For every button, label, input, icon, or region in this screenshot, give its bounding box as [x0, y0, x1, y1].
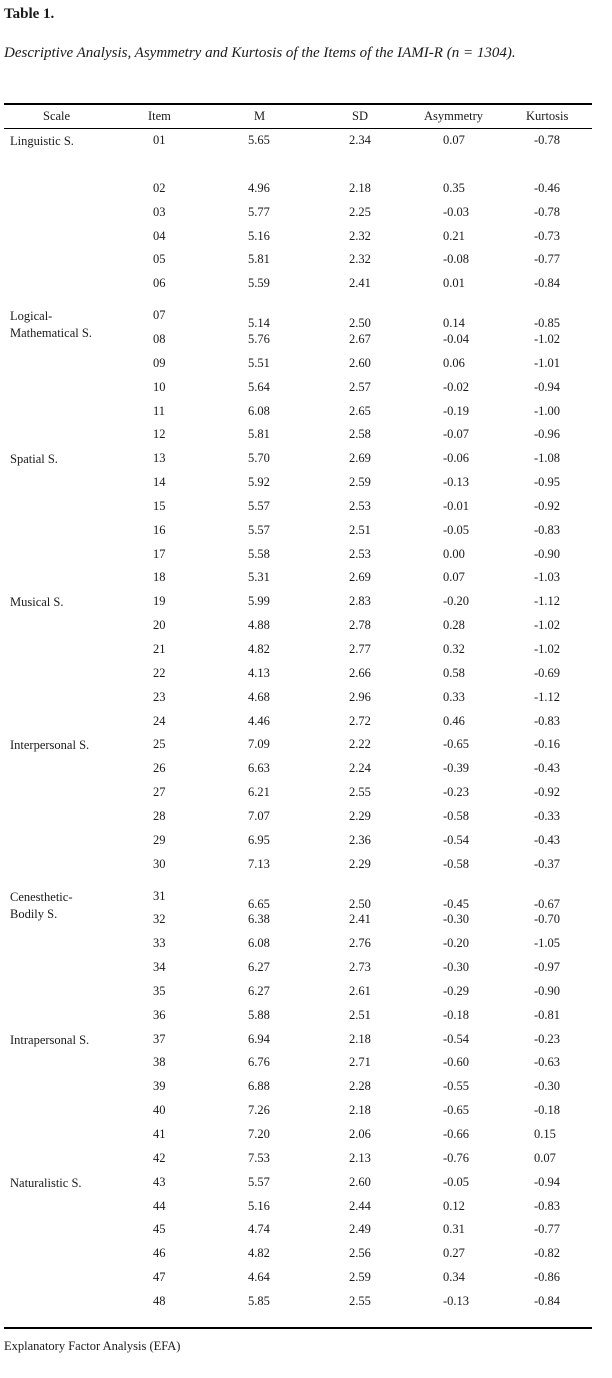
cell-sd: 2.44: [349, 1198, 371, 1213]
cell-m: 4.68: [248, 689, 270, 704]
cell-item: 37: [153, 1031, 166, 1046]
cell-kurtosis: -0.73: [534, 228, 561, 243]
cell-m: 5.81: [248, 252, 270, 267]
cell-sd: 2.29: [349, 808, 371, 823]
cell-item: 36: [153, 1007, 166, 1022]
cell-item: 46: [153, 1246, 166, 1261]
cell-asymmetry: -0.30: [443, 912, 470, 927]
cell-m: 5.70: [248, 451, 270, 466]
cell-item: 16: [153, 522, 166, 537]
cell-m: 4.88: [248, 618, 270, 633]
cell-asymmetry: -0.29: [443, 983, 470, 998]
cell-asymmetry: 0.46: [443, 713, 465, 728]
cell-m: 7.13: [248, 856, 270, 871]
cell-item: 09: [153, 355, 166, 370]
cell-kurtosis: -0.94: [534, 379, 561, 394]
cell-kurtosis: -0.70: [534, 912, 561, 927]
cell-asymmetry: 0.12: [443, 1198, 465, 1213]
cell-m: 6.95: [248, 832, 270, 847]
scale-label: Intrapersonal S.: [10, 1032, 90, 1047]
cell-sd: 2.51: [349, 522, 371, 537]
cell-item: 30: [153, 856, 166, 871]
cell-sd: 2.66: [349, 665, 371, 680]
cell-sd: 2.18: [349, 1103, 371, 1118]
cell-asymmetry: -0.23: [443, 785, 470, 800]
cell-asymmetry: -0.30: [443, 960, 470, 975]
cell-sd: 2.76: [349, 936, 371, 951]
cell-item: 18: [153, 570, 166, 585]
header-asymmetry: Asymmetry: [424, 109, 484, 123]
cell-m: 4.82: [248, 642, 270, 656]
cell-item: 32: [153, 912, 166, 927]
cell-kurtosis: -0.90: [534, 546, 561, 561]
cell-kurtosis: -0.94: [534, 1174, 561, 1189]
cell-asymmetry: 0.01: [443, 276, 465, 291]
cell-kurtosis: 0.07: [534, 1150, 556, 1165]
cell-kurtosis: -1.00: [534, 403, 561, 418]
cell-asymmetry: -0.65: [443, 1103, 470, 1118]
cell-item: 02: [153, 180, 166, 195]
scale-label: Cenesthetic-: [10, 889, 73, 904]
cell-asymmetry: -0.55: [443, 1079, 470, 1094]
cell-m: 7.53: [248, 1150, 270, 1165]
cell-m: 7.09: [248, 737, 270, 752]
cell-m: 5.81: [248, 427, 270, 442]
cell-kurtosis: -0.63: [534, 1055, 561, 1070]
cell-sd: 2.06: [349, 1127, 371, 1141]
cell-asymmetry: 0.21: [443, 228, 465, 243]
cell-item: 05: [153, 252, 166, 267]
cell-kurtosis: -0.84: [534, 276, 561, 291]
cell-kurtosis: -0.84: [534, 1293, 561, 1308]
cell-sd: 2.78: [349, 618, 371, 633]
cell-kurtosis: -0.96: [534, 427, 561, 442]
cell-sd: 2.18: [349, 180, 371, 195]
cell-m: 6.88: [248, 1079, 270, 1094]
cell-sd: 2.36: [349, 832, 371, 847]
cell-sd: 2.57: [349, 379, 371, 394]
cell-kurtosis: -0.86: [534, 1270, 561, 1285]
cell-item: 03: [153, 204, 166, 219]
cell-kurtosis: -0.85: [534, 316, 561, 331]
cell-kurtosis: -0.18: [534, 1103, 561, 1118]
cell-item: 44: [153, 1198, 166, 1213]
header-item: Item: [148, 109, 171, 123]
cell-sd: 2.50: [349, 316, 371, 331]
cell-sd: 2.72: [349, 713, 371, 728]
cell-sd: 2.34: [349, 133, 371, 147]
cell-kurtosis: -0.90: [534, 983, 561, 998]
scale-label: Naturalistic S.: [10, 1175, 82, 1190]
cell-asymmetry: 0.35: [443, 180, 465, 195]
cell-item: 10: [153, 379, 166, 394]
cell-item: 33: [153, 936, 166, 951]
cell-m: 5.57: [248, 498, 270, 513]
cell-item: 42: [153, 1150, 166, 1165]
cell-kurtosis: -0.43: [534, 761, 561, 776]
cell-m: 5.59: [248, 276, 270, 291]
cell-m: 6.76: [248, 1055, 270, 1070]
cell-kurtosis: -0.83: [534, 713, 561, 728]
cell-kurtosis: -1.03: [534, 570, 561, 585]
cell-item: 48: [153, 1293, 166, 1308]
cell-asymmetry: -0.18: [443, 1007, 470, 1022]
cell-item: 21: [153, 642, 166, 656]
cell-sd: 2.50: [349, 896, 371, 911]
cell-item: 08: [153, 331, 166, 346]
cell-m: 5.14: [248, 316, 270, 331]
cell-kurtosis: -0.81: [534, 1007, 561, 1022]
cell-item: 11: [153, 403, 166, 418]
cell-m: 5.65: [248, 133, 270, 147]
cell-asymmetry: -0.60: [443, 1055, 470, 1070]
cell-sd: 2.28: [349, 1079, 371, 1094]
cell-item: 15: [153, 498, 166, 513]
cell-kurtosis: -0.77: [534, 252, 561, 267]
cell-asymmetry: -0.58: [443, 808, 470, 823]
scale-label: Spatial S.: [10, 452, 58, 467]
cell-asymmetry: 0.31: [443, 1222, 465, 1237]
cell-sd: 2.55: [349, 785, 371, 800]
cell-kurtosis: -0.46: [534, 180, 561, 195]
cell-m: 5.58: [248, 546, 270, 561]
cell-item: 41: [153, 1127, 166, 1141]
cell-asymmetry: -0.65: [443, 737, 470, 752]
header-scale: Scale: [43, 109, 71, 123]
cell-sd: 2.32: [349, 228, 371, 243]
cell-sd: 2.22: [349, 737, 371, 752]
cell-m: 6.94: [248, 1031, 270, 1046]
cell-kurtosis: -0.23: [534, 1031, 561, 1046]
cell-m: 6.08: [248, 403, 270, 418]
cell-item: 06: [153, 276, 166, 291]
cell-asymmetry: 0.33: [443, 689, 465, 704]
cell-kurtosis: -1.12: [534, 689, 561, 704]
cell-sd: 2.24: [349, 761, 371, 776]
cell-m: 6.21: [248, 785, 270, 800]
cell-kurtosis: -0.78: [534, 133, 561, 147]
cell-asymmetry: -0.01: [443, 498, 470, 513]
cell-m: 6.38: [248, 912, 270, 927]
cell-asymmetry: -0.08: [443, 252, 470, 267]
table-title: Table 1.: [4, 6, 55, 22]
cell-kurtosis: -0.92: [534, 498, 561, 513]
cell-kurtosis: -0.95: [534, 475, 561, 490]
cell-m: 4.64: [248, 1270, 270, 1285]
cell-m: 6.27: [248, 960, 270, 975]
cell-m: 5.85: [248, 1293, 270, 1308]
cell-asymmetry: -0.07: [443, 427, 470, 442]
top-rule: [4, 103, 592, 105]
cell-kurtosis: -0.97: [534, 960, 561, 975]
cell-item: 27: [153, 785, 166, 800]
scale-label: Linguistic S.: [10, 134, 74, 148]
cell-sd: 2.60: [349, 1174, 371, 1189]
cell-m: 5.57: [248, 1174, 270, 1189]
header-kurtosis: Kurtosis: [526, 109, 569, 123]
cell-sd: 2.56: [349, 1246, 371, 1261]
cell-item: 17: [153, 546, 166, 561]
cell-item: 26: [153, 761, 166, 776]
cell-kurtosis: -0.16: [534, 737, 561, 752]
cell-sd: 2.53: [349, 546, 371, 561]
cell-m: 5.51: [248, 355, 270, 370]
cell-kurtosis: -0.83: [534, 1198, 561, 1213]
cell-kurtosis: -1.08: [534, 451, 561, 466]
cell-item: 28: [153, 808, 166, 823]
cell-item: 35: [153, 983, 166, 998]
cell-kurtosis: -0.33: [534, 808, 561, 823]
cell-m: 4.82: [248, 1246, 270, 1261]
cell-sd: 2.77: [349, 642, 371, 656]
cell-m: 6.27: [248, 983, 270, 998]
cell-item: 24: [153, 713, 166, 728]
cell-asymmetry: -0.20: [443, 594, 470, 609]
cell-kurtosis: -0.83: [534, 522, 561, 537]
cell-asymmetry: -0.39: [443, 761, 470, 776]
cell-kurtosis: -0.92: [534, 785, 561, 800]
cell-kurtosis: -0.77: [534, 1222, 561, 1237]
cell-sd: 2.96: [349, 689, 371, 704]
cell-asymmetry: -0.20: [443, 936, 470, 951]
cell-m: 5.31: [248, 570, 270, 585]
scale-label: Bodily S.: [10, 906, 58, 921]
cell-kurtosis: -0.67: [534, 896, 561, 911]
scale-label: Musical S.: [10, 595, 64, 610]
cell-item: 07: [153, 308, 166, 323]
cell-asymmetry: -0.66: [443, 1127, 470, 1141]
cell-kurtosis: -0.43: [534, 832, 561, 847]
cell-sd: 2.60: [349, 355, 371, 370]
cell-asymmetry: -0.58: [443, 856, 470, 871]
cell-sd: 2.59: [349, 1270, 371, 1285]
cell-asymmetry: -0.19: [443, 403, 470, 418]
cell-m: 5.57: [248, 522, 270, 537]
cell-sd: 2.73: [349, 960, 371, 975]
cell-asymmetry: -0.54: [443, 832, 470, 847]
cell-sd: 2.32: [349, 252, 371, 267]
cell-m: 5.92: [248, 475, 270, 490]
cell-item: 22: [153, 665, 166, 680]
cell-asymmetry: -0.76: [443, 1150, 470, 1165]
cell-sd: 2.29: [349, 856, 371, 871]
cell-sd: 2.41: [349, 912, 371, 927]
cell-sd: 2.83: [349, 594, 371, 609]
cell-sd: 2.25: [349, 204, 371, 219]
cell-item: 12: [153, 427, 166, 442]
cell-asymmetry: -0.13: [443, 475, 470, 490]
cell-m: 5.16: [248, 1198, 270, 1213]
cell-item: 29: [153, 832, 166, 847]
cell-m: 4.46: [248, 713, 270, 728]
cell-asymmetry: -0.13: [443, 1293, 470, 1308]
cell-sd: 2.65: [349, 403, 371, 418]
cell-m: 6.65: [248, 896, 270, 911]
cell-item: 23: [153, 689, 166, 704]
cell-item: 01: [153, 133, 166, 147]
cell-m: 4.74: [248, 1222, 270, 1237]
cell-asymmetry: 0.27: [443, 1246, 465, 1261]
cell-kurtosis: -0.37: [534, 856, 561, 871]
cell-item: 13: [153, 451, 166, 466]
header-rule: [4, 128, 592, 129]
cell-sd: 2.67: [349, 331, 371, 346]
cell-m: 7.26: [248, 1103, 270, 1118]
cell-sd: 2.59: [349, 475, 371, 490]
cell-asymmetry: -0.05: [443, 522, 470, 537]
cell-asymmetry: 0.00: [443, 546, 465, 561]
cell-asymmetry: -0.04: [443, 331, 470, 346]
cell-item: 38: [153, 1055, 166, 1070]
cell-asymmetry: -0.03: [443, 204, 470, 219]
cell-m: 5.16: [248, 228, 270, 243]
cell-asymmetry: 0.58: [443, 665, 465, 680]
cell-item: 39: [153, 1079, 166, 1094]
header-sd: SD: [352, 109, 368, 123]
footer-text: Explanatory Factor Analysis (EFA): [4, 1339, 181, 1353]
cell-m: 5.99: [248, 594, 270, 609]
cell-m: 6.08: [248, 936, 270, 951]
cell-kurtosis: -1.05: [534, 936, 561, 951]
cell-m: 4.13: [248, 665, 270, 680]
cell-kurtosis: -1.12: [534, 594, 561, 609]
cell-m: 7.07: [248, 808, 270, 823]
cell-m: 6.63: [248, 761, 270, 776]
cell-asymmetry: -0.05: [443, 1174, 470, 1189]
scale-label: Interpersonal S.: [10, 738, 90, 753]
bottom-rule: [4, 1327, 592, 1329]
cell-item: 45: [153, 1222, 166, 1237]
cell-sd: 2.71: [349, 1055, 371, 1070]
cell-asymmetry: -0.45: [443, 896, 470, 911]
cell-sd: 2.51: [349, 1007, 371, 1022]
cell-m: 4.96: [248, 180, 270, 195]
scale-label: Logical-: [10, 309, 53, 324]
cell-asymmetry: 0.14: [443, 316, 465, 331]
cell-sd: 2.13: [349, 1150, 371, 1165]
cell-asymmetry: 0.28: [443, 618, 465, 633]
scale-label: Mathematical S.: [10, 326, 92, 341]
cell-item: 19: [153, 594, 166, 609]
cell-kurtosis: -0.30: [534, 1079, 561, 1094]
cell-asymmetry: 0.07: [443, 133, 465, 147]
cell-m: 5.76: [248, 331, 270, 346]
cell-item: 47: [153, 1270, 166, 1285]
cell-asymmetry: 0.06: [443, 355, 465, 370]
cell-asymmetry: -0.54: [443, 1031, 470, 1046]
cell-m: 5.64: [248, 379, 270, 394]
cell-asymmetry: 0.32: [443, 642, 465, 656]
cell-kurtosis: -1.02: [534, 331, 561, 346]
cell-sd: 2.18: [349, 1031, 371, 1046]
cell-kurtosis: -0.82: [534, 1246, 561, 1261]
table-caption: Descriptive Analysis, Asymmetry and Kurtosis of the Items of the IAMI-R (n = 1304).: [4, 45, 516, 61]
cell-item: 14: [153, 475, 166, 490]
cell-item: 40: [153, 1103, 166, 1118]
cell-item: 43: [153, 1174, 166, 1189]
cell-asymmetry: -0.06: [443, 451, 470, 466]
cell-kurtosis: -0.69: [534, 665, 561, 680]
cell-sd: 2.41: [349, 276, 371, 291]
cell-asymmetry: -0.02: [443, 379, 470, 394]
cell-kurtosis: -1.02: [534, 642, 561, 656]
cell-item: 20: [153, 618, 166, 633]
cell-item: 25: [153, 737, 166, 752]
cell-sd: 2.49: [349, 1222, 371, 1237]
cell-kurtosis: -0.78: [534, 204, 561, 219]
cell-sd: 2.69: [349, 451, 371, 466]
cell-sd: 2.58: [349, 427, 371, 442]
header-m: M: [254, 109, 266, 123]
cell-sd: 2.61: [349, 983, 371, 998]
cell-kurtosis: -1.01: [534, 355, 561, 370]
cell-sd: 2.69: [349, 570, 371, 585]
cell-item: 31: [153, 888, 166, 903]
cell-m: 5.77: [248, 204, 270, 219]
cell-item: 34: [153, 960, 166, 975]
cell-sd: 2.53: [349, 498, 371, 513]
cell-item: 04: [153, 228, 166, 243]
cell-m: 5.88: [248, 1007, 270, 1022]
cell-kurtosis: 0.15: [534, 1127, 556, 1141]
cell-asymmetry: 0.34: [443, 1270, 465, 1285]
cell-sd: 2.55: [349, 1293, 371, 1308]
cell-asymmetry: 0.07: [443, 570, 465, 585]
cell-m: 7.20: [248, 1127, 270, 1141]
cell-kurtosis: -1.02: [534, 618, 561, 633]
